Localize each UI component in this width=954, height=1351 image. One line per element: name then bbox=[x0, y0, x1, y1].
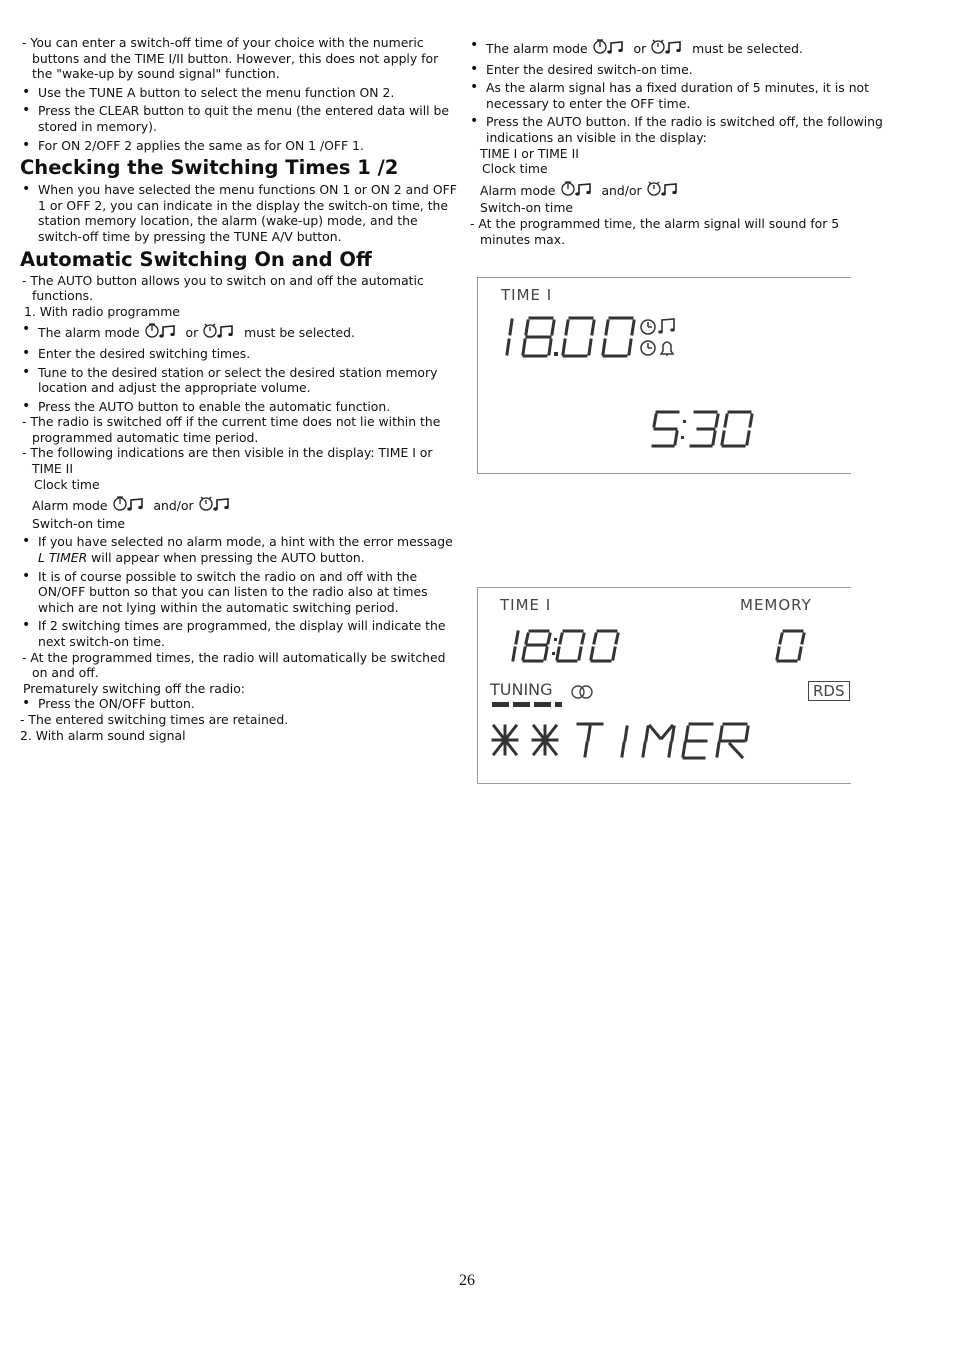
list-item: • It is of course possible to switch the radio on and off with the ON/OFF button so that you can listen to the radio also at times which are not lying within the automatic switching period. bbox=[20, 569, 458, 616]
list-item: • When you have selected the menu functions ON 1 or ON 2 and OFF 1 or OFF 2, you can indicate in the display the switch-on time, the station memory location, the alarm (wake-up) mode, and the switch-off time by pressing the TUNE A/V button. bbox=[20, 182, 458, 244]
and-or-text: and/or bbox=[153, 498, 194, 514]
display-clock-digits bbox=[508, 628, 638, 664]
clock-note-icon bbox=[561, 180, 597, 201]
clock-note-icon bbox=[145, 322, 181, 343]
alarm-note-icon bbox=[651, 38, 687, 59]
lcd-display-auto bbox=[477, 277, 851, 474]
alarm-mode-label: Alarm mode bbox=[480, 182, 556, 198]
must-be-selected-text: must be selected. bbox=[692, 41, 803, 56]
lcd-display-timer bbox=[477, 587, 851, 784]
list-item: • Press the AUTO button to enable the automatic function. bbox=[20, 399, 458, 415]
list-item: • Use the TUNE A button to select the menu function ON 2. bbox=[20, 85, 458, 101]
or-text: or bbox=[633, 41, 647, 56]
list-item: • Press the CLEAR button to quit the menu (the entered data will be stored in memory). bbox=[20, 103, 458, 134]
list-item: • Press the AUTO button. If the radio is switched off, the following indications an visible in the display: bbox=[468, 114, 888, 145]
stereo-icon bbox=[570, 684, 596, 704]
premature-heading: Prematurely switching off the radio: bbox=[23, 680, 245, 696]
alarm-mode-icons bbox=[638, 316, 684, 364]
page-number: 26 bbox=[459, 1272, 475, 1289]
error-message: L TIMER bbox=[38, 550, 88, 566]
left-column bbox=[20, 35, 458, 743]
list-item: • Enter the desired switching times. bbox=[20, 346, 458, 362]
dash-item: - The radio is switched off if the current time does not lie within the programmed automatic time period. bbox=[22, 414, 441, 445]
and-or-text: and/or bbox=[601, 182, 642, 198]
rds-badge: RDS bbox=[808, 681, 850, 701]
alarm-mode-label: Alarm mode bbox=[32, 498, 108, 514]
list-item: • Enter the desired switch-on time. bbox=[468, 62, 888, 78]
display-timer-segments bbox=[490, 720, 760, 762]
radio-programme: 1. With radio programme bbox=[24, 303, 180, 319]
alarm-mode-text: The alarm mode bbox=[38, 325, 140, 341]
clock-note-icon bbox=[593, 38, 629, 59]
dash-item: - The following indications are then visible in the display: TIME I or TIME II bbox=[22, 445, 433, 477]
alarm-note-icon bbox=[647, 180, 683, 201]
alarm-sound-heading: 2. With alarm sound signal bbox=[20, 727, 186, 743]
alarm-note-icon bbox=[203, 322, 239, 343]
display-memory-digit bbox=[774, 628, 810, 664]
list-item: • If 2 switching times are programmed, the display will indicate the next switch-on time. bbox=[20, 618, 458, 649]
alarm-mode-line bbox=[20, 495, 458, 516]
alarm-note-icon bbox=[199, 495, 235, 516]
clock-time-label: Clock time bbox=[34, 476, 100, 492]
list-item: • As the alarm signal has a fixed duration of 5 minutes, it is not necessary to enter the OFF time. bbox=[468, 80, 888, 111]
list-item: • Press the ON/OFF button. bbox=[20, 696, 458, 712]
switch-on-time-label: Switch-on time bbox=[32, 515, 126, 531]
right-column bbox=[468, 38, 888, 247]
intro-dash: - You can enter a switch-off time of your choice with the numeric buttons and the TIME I/II button. However, this does not apply for the "wake-up by sound signal" function. bbox=[22, 35, 439, 82]
alarm-mode-bullet bbox=[20, 322, 458, 343]
error-text-end: will appear when pressing the AUTO button. bbox=[87, 550, 365, 566]
heading-checking-times: Checking the Switching Times 1 /2 bbox=[20, 156, 399, 180]
display-time-label: TIME I bbox=[501, 286, 553, 304]
must-be-selected-text: must be selected. bbox=[244, 325, 355, 341]
alarm-mode-bullet bbox=[468, 38, 888, 59]
signal-strength-bar bbox=[492, 702, 562, 707]
list-item: • For ON 2/OFF 2 applies the same as for ON 1 /OFF 1. bbox=[20, 138, 458, 154]
list-item: • Tune to the desired station or select the desired station memory location and adjust the appropriate volume. bbox=[20, 365, 458, 396]
alarm-mode-line bbox=[468, 180, 888, 201]
auto-dash: - The AUTO button allows you to switch on and off the automatic functions. bbox=[22, 272, 424, 304]
retained-text: - The entered switching times are retained. bbox=[20, 711, 289, 727]
switch-on-time-label: Switch-on time bbox=[480, 200, 574, 216]
display-switch-on-digits bbox=[650, 408, 760, 450]
time-line: TIME I or TIME II bbox=[480, 145, 579, 161]
or-text: or bbox=[185, 325, 199, 341]
display-tuning-label: TUNING bbox=[490, 680, 553, 699]
heading-automatic-switching: Automatic Switching On and Off bbox=[20, 247, 372, 271]
error-text: If you have selected no alarm mode, a hint with the error message bbox=[38, 534, 453, 550]
alarm-mode-text: The alarm mode bbox=[486, 41, 588, 56]
dash-item: - At the programmed time, the alarm signal will sound for 5 minutes max. bbox=[470, 215, 840, 247]
clock-time-label: Clock time bbox=[482, 161, 548, 177]
dash-item: - At the programmed times, the radio will automatically be switched on and off. bbox=[22, 649, 446, 681]
display-memory-label: MEMORY bbox=[740, 596, 812, 614]
display-time-label: TIME I bbox=[500, 596, 552, 614]
error-bullet bbox=[20, 534, 458, 565]
clock-note-icon bbox=[113, 495, 149, 516]
